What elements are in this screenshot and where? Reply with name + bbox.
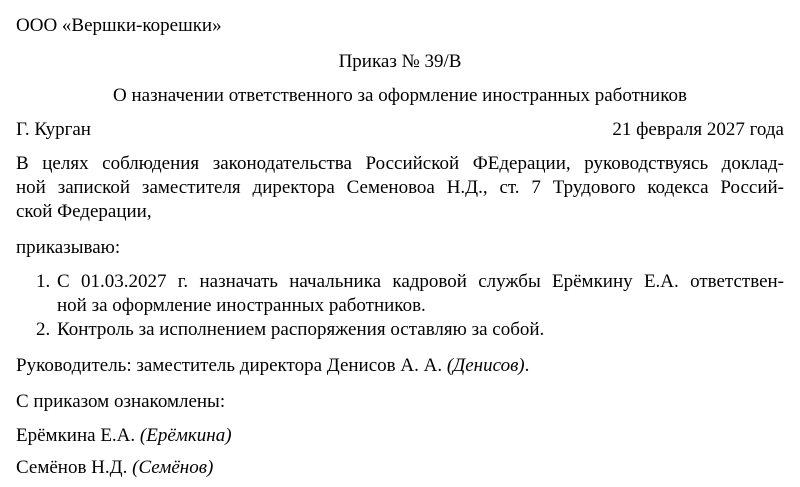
acquainted-row	[16, 424, 784, 448]
acquainted-signature: (Ерёмкина)	[139, 425, 232, 446]
list-item-number: 1.	[36, 271, 51, 292]
acquainted-label: С приказом ознакомлены:	[16, 391, 226, 412]
order-subject: О назначении ответственного за оформление иностранных работников	[113, 85, 687, 106]
list-item-line: Контроль за исполнением распоряжения оставляю за собой.	[57, 319, 545, 340]
list-item-number: 2.	[36, 319, 51, 340]
place-date-row	[16, 118, 784, 142]
preamble-line: В целях соблюдения законодательства Российской ФЕдерации, руководствуясь доклад-	[16, 153, 784, 174]
head-signature-label: Руководитель: заместитель директора Денисов А. А.	[16, 355, 443, 376]
head-signature-row	[16, 354, 784, 378]
acquainted-name: Ерёмкина Е.А.	[16, 425, 136, 446]
list-item-line: ной за оформление иностранных работников.	[57, 295, 426, 316]
acquainted-row	[16, 456, 784, 480]
head-signature-trailing: .	[524, 355, 530, 376]
list-item-line: С 01.03.2027 г. назначать начальника кадровой службы Ерёмкину Е.А. ответствен-	[57, 271, 784, 292]
order-items	[16, 270, 784, 342]
order-date: 21 февраля 2027 года	[612, 119, 784, 140]
order-title: Приказ № 39/В	[338, 51, 462, 72]
acquainted-name: Семёнов Н.Д.	[16, 457, 128, 478]
head-signature: (Денисов)	[446, 355, 525, 376]
preamble	[16, 152, 784, 224]
organization-name: ООО «Вершки-корешки»	[16, 15, 222, 36]
list-item	[16, 270, 784, 318]
order-word: приказываю:	[16, 237, 121, 258]
preamble-line: ской Федерации,	[16, 201, 152, 222]
city: Г. Курган	[16, 119, 91, 140]
list-item	[16, 318, 784, 342]
acquainted-signature: (Семёнов)	[132, 457, 214, 478]
preamble-line: ной запиской заместителя директора Семеновоа Н.Д., ст. 7 Трудового кодекса Россий-	[16, 177, 784, 198]
